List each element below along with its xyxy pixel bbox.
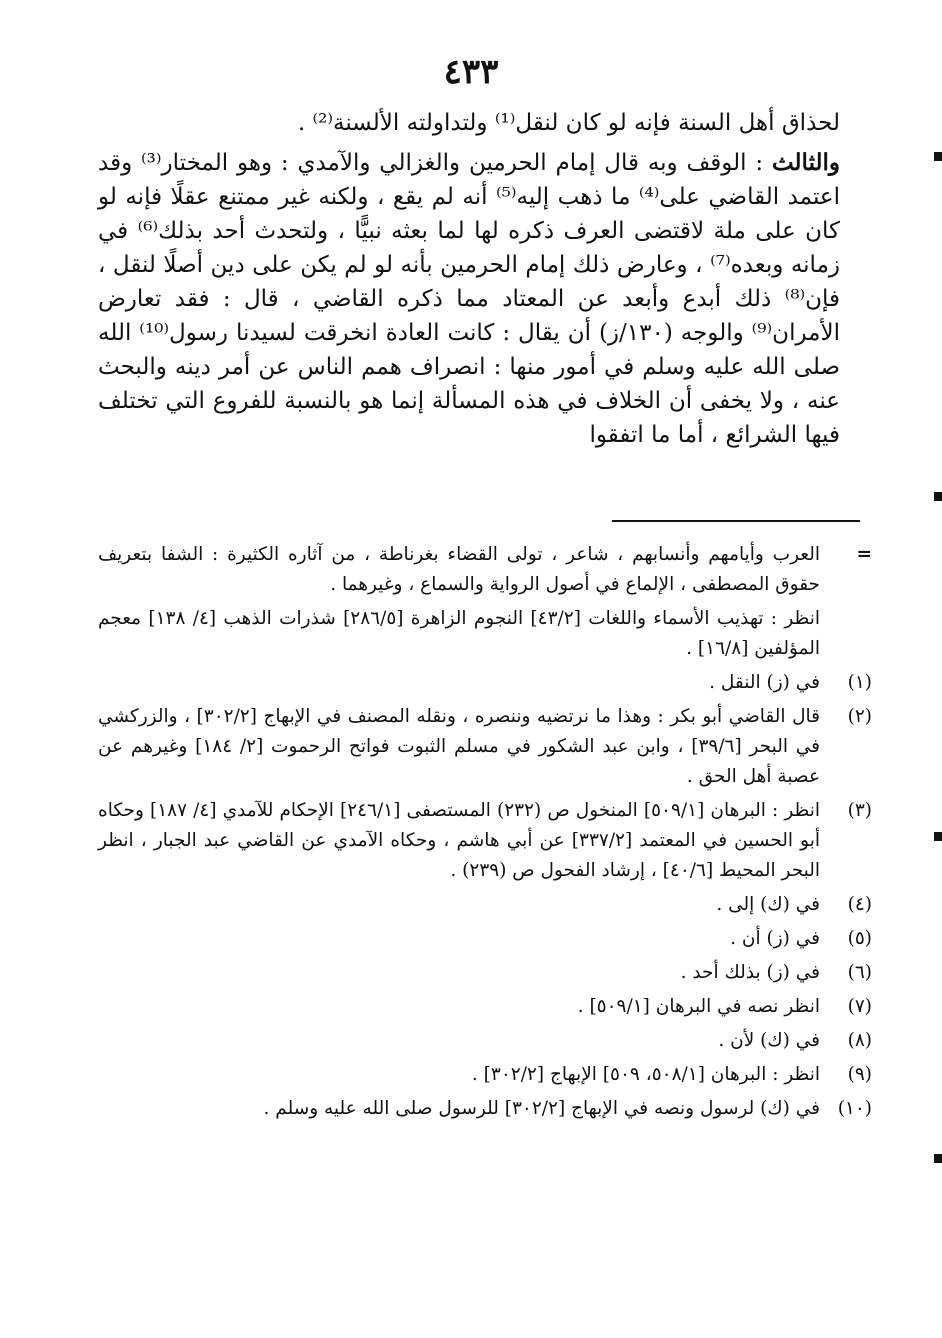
footnote-text: في (ز) أن . — [730, 928, 820, 949]
paragraph-2 — [98, 146, 840, 452]
footnote-number: (٦) — [847, 962, 872, 983]
paragraph-2-lead: والثالث — [771, 149, 841, 176]
paragraph-2-body: : الوقف وبه قال إمام الحرمين والغزالي والآمدي : وهو المختار⁽³⁾ وقد اعتمد القاضي على⁽⁴⁾ ما ذهب إليه⁽⁵⁾ أنه لم يقع ، ولكنه غير ممتنع عقلًا فإنه لو كان على ملة لاقتضى العرف ذكره لها لما بعثه نبيًّا ، ولتحدث أحد بذلك⁽⁶⁾ في زمانه وبعده⁽⁷⁾ ، وعارض ذلك إمام الحرمين بأنه لو لم يكن على دين أصلًا لنقل ، فإن⁽⁸⁾ ذلك أبدع وأبعد عن المعتاد مما ذكره القاضي ، قال : فقد تعارض الأمران⁽⁹⁾ والوجه (١٣٠/ز) أن يقال : كانت العادة انخرقت لسيدنا رسول⁽¹⁰⁾ الله صلى الله عليه وسلم في أمور منها : انصراف همم الناس عن أمر دينه والبحث عنه ، ولا يخفى أن الخلاف في هذه المسألة إنما هو بالنسبة للفروع التي تختلف فيها الشرائع ، أما ما اتفقوا — [98, 150, 841, 448]
margin-mark — [934, 832, 942, 841]
footnote-separator — [612, 520, 860, 522]
footnote-item — [98, 1026, 872, 1056]
footnote-number: (٩) — [847, 1064, 872, 1085]
page-number: ٤٣٣ — [443, 52, 499, 92]
footnote-number: (٣) — [847, 800, 872, 821]
footnote-text: في (ز) بذلك أحد . — [680, 962, 820, 983]
footnote-item — [98, 796, 872, 886]
footnote-item — [98, 702, 872, 792]
footnote-continuation — [98, 540, 872, 600]
main-text — [98, 106, 840, 458]
footnote-text: قال القاضي أبو بكر : وهذا ما نرتضيه وننصره ، ونقله المصنف في الإبهاج [٣٠٢/٢] ، والزركشي في البحر [٣٩/٦] ، وابن عبد الشكور في مسلم الثبوت فواتح الرحموت [٢/ ١٨٤] وغيرهم عن عصبة أهل الحق . — [98, 706, 820, 787]
footnote-text: في (ك) لأن . — [718, 1030, 820, 1051]
footnote-number: (٢) — [847, 706, 872, 727]
footnote-continuation-mark: = — [856, 544, 872, 565]
footnote-item — [98, 1060, 872, 1090]
footnotes — [98, 540, 872, 1128]
footnote-item — [98, 992, 872, 1022]
footnote-text: في (ك) لرسول ونصه في الإبهاج [٣٠٢/٢] للرسول صلى الله عليه وسلم . — [263, 1098, 820, 1119]
footnote-continuation-text: العرب وأيامهم وأنسابهم ، شاعر ، تولى القضاء بغرناطة ، من آثاره الكثيرة : الشفا بتعريف حقوق المصطفى ، الإلماع في أصول الرواية والسماع ، وغيرهما . — [98, 544, 820, 595]
footnote-item — [98, 890, 872, 920]
footnote-number: (١٠) — [837, 1098, 872, 1119]
margin-mark — [934, 152, 942, 161]
footnote-number: (٧) — [847, 996, 872, 1017]
footnote-number: (١) — [847, 672, 872, 693]
footnote-text: انظر : البرهان [٥٠٩/١] المنخول ص (٢٣٢) المستصفى [٢٤٦/١] الإحكام للآمدي [٤/ ١٨٧] وحكاه أبو الحسين في المعتمد [٣٣٧/٢] عن أبي هاشم ، وحكاه الآمدي عن القاضي عبد الجبار ، انظر البحر المحيط [٤٠/٦] ، إرشاد الفحول ص (٢٣٩) . — [98, 800, 821, 881]
footnote-item — [98, 924, 872, 954]
footnote-text: في (ك) إلى . — [716, 894, 820, 915]
footnote-number: (٥) — [847, 928, 872, 949]
footnote-continuation-refs — [98, 604, 872, 664]
footnote-text: انظر نصه في البرهان [٥٠٩/١] . — [577, 996, 820, 1017]
margin-mark — [934, 492, 942, 501]
footnote-number: (٤) — [847, 894, 872, 915]
footnote-item — [98, 668, 872, 698]
footnote-continuation-refs-text: انظر : تهذيب الأسماء واللغات [٤٣/٢] النجوم الزاهرة [٢٨٦/٥] شذرات الذهب [٤/ ١٣٨] معجم المؤلفين [١٦/٨] . — [98, 608, 820, 659]
footnote-text: انظر : البرهان [٥٠٨/١، ٥٠٩] الإبهاج [٣٠٢/٢] . — [471, 1064, 820, 1085]
paragraph-1: لحذاق أهل السنة فإنه لو كان لنقل⁽¹⁾ ولتداولته الألسنة⁽²⁾ . — [297, 110, 840, 136]
footnote-item — [98, 1094, 872, 1124]
margin-mark — [934, 1154, 942, 1163]
footnote-item — [98, 958, 872, 988]
footnote-number: (٨) — [847, 1030, 872, 1051]
footnote-text: في (ز) النقل . — [709, 672, 820, 693]
